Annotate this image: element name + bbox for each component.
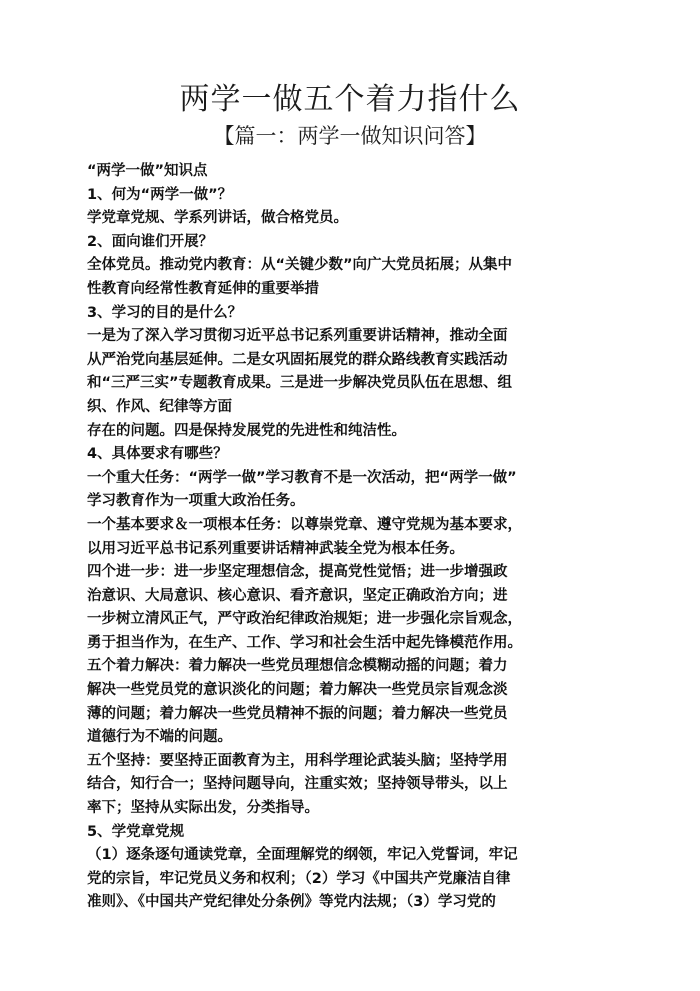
body-line: 勇于担当作为，在生产、工作、学习和社会生活中起先锋模范作用。 [87, 634, 522, 651]
body-line: 准则》、《中国共产党纪律处分条例》等党内法规；（3）学习党的 [87, 894, 496, 911]
body-line: 织、作风、纪律等方面 [87, 398, 232, 415]
body-line: 和“三严三实”专题教育成果。三是进一步解决党员队伍在思想、组 [87, 375, 513, 392]
body-line: 4、具体要求有哪些？ [87, 446, 228, 463]
document-title: 两学一做五个着力指什么 [179, 82, 521, 117]
document-body [87, 160, 627, 915]
body-line: 3、学习的目的是什么？ [87, 304, 243, 321]
body-line: 以用习近平总书记系列重要讲话精神武装全党为根本任务。 [87, 540, 464, 557]
body-line: 五个着力解决：着力解决一些党员理想信念模糊动摇的问题；着力 [87, 658, 508, 675]
body-line: 全体党员。推动党内教育：从“关键少数”向广大党员拓展；从集中 [87, 257, 513, 274]
body-line: 率下；坚持从实际出发，分类指导。 [87, 800, 319, 817]
body-line: 一个基本要求＆一项根本任务：以尊崇党章、遵守党规为基本要求， [87, 516, 522, 533]
body-line: 学习教育作为一项重大政治任务。 [87, 493, 305, 510]
body-line: 五个坚持：要坚持正面教育为主，用科学理论武装头脑；坚持学用 [87, 752, 508, 769]
body-line: 结合，知行合一；坚持问题导向，注重实效；坚持领导带头，以上 [87, 776, 508, 793]
body-line: 道德行为不端的问题。 [87, 729, 232, 746]
document-subtitle: 【篇一：两学一做知识问答】 [213, 124, 487, 148]
body-line: 5、学党章党规 [87, 823, 185, 840]
body-line: 2、面向谁们开展？ [87, 233, 214, 250]
body-line: 解决一些党员党的意识淡化的问题；着力解决一些党员宗旨观念淡 [87, 682, 508, 699]
body-line: 治意识、大局意识、核心意识、看齐意识，坚定正确政治方向；进 [87, 587, 508, 604]
body-line: 1、何为“两学一做”？ [87, 186, 233, 203]
body-line: 一步树立清风正气，严守政治纪律政治规矩；进一步强化宗旨观念， [87, 611, 522, 628]
body-line: 从严治党向基层延伸。二是女巩固拓展党的群众路线教育实践活动 [87, 351, 508, 368]
body-line: “两学一做”知识点 [87, 163, 208, 179]
body-line: （1）逐条逐句通读党章，全面理解党的纲领，牢记入党誓词，牢记 [87, 847, 518, 864]
body-line: 薄的问题；着力解决一些党员精神不振的问题；着力解决一些党员 [87, 705, 508, 722]
body-line: 性教育向经常性教育延伸的重要举措 [87, 280, 319, 297]
body-line: 学党章党规、学系列讲话，做合格党员。 [87, 210, 348, 227]
body-line: 一个重大任务：“两学一做”学习教育不是一次活动，把“两学一做” [87, 469, 517, 486]
body-line: 存在的问题。四是保持发展党的先进性和纯洁性。 [87, 422, 406, 439]
body-line: 四个进一步：进一步坚定理想信念，提高党性觉悟；进一步增强政 [87, 564, 508, 581]
body-line: 党的宗旨，牢记党员义务和权利；（2）学习《中国共产党廉洁自律 [87, 870, 511, 887]
body-line: 一是为了深入学习贯彻习近平总书记系列重要讲话精神，推动全面 [87, 328, 508, 345]
